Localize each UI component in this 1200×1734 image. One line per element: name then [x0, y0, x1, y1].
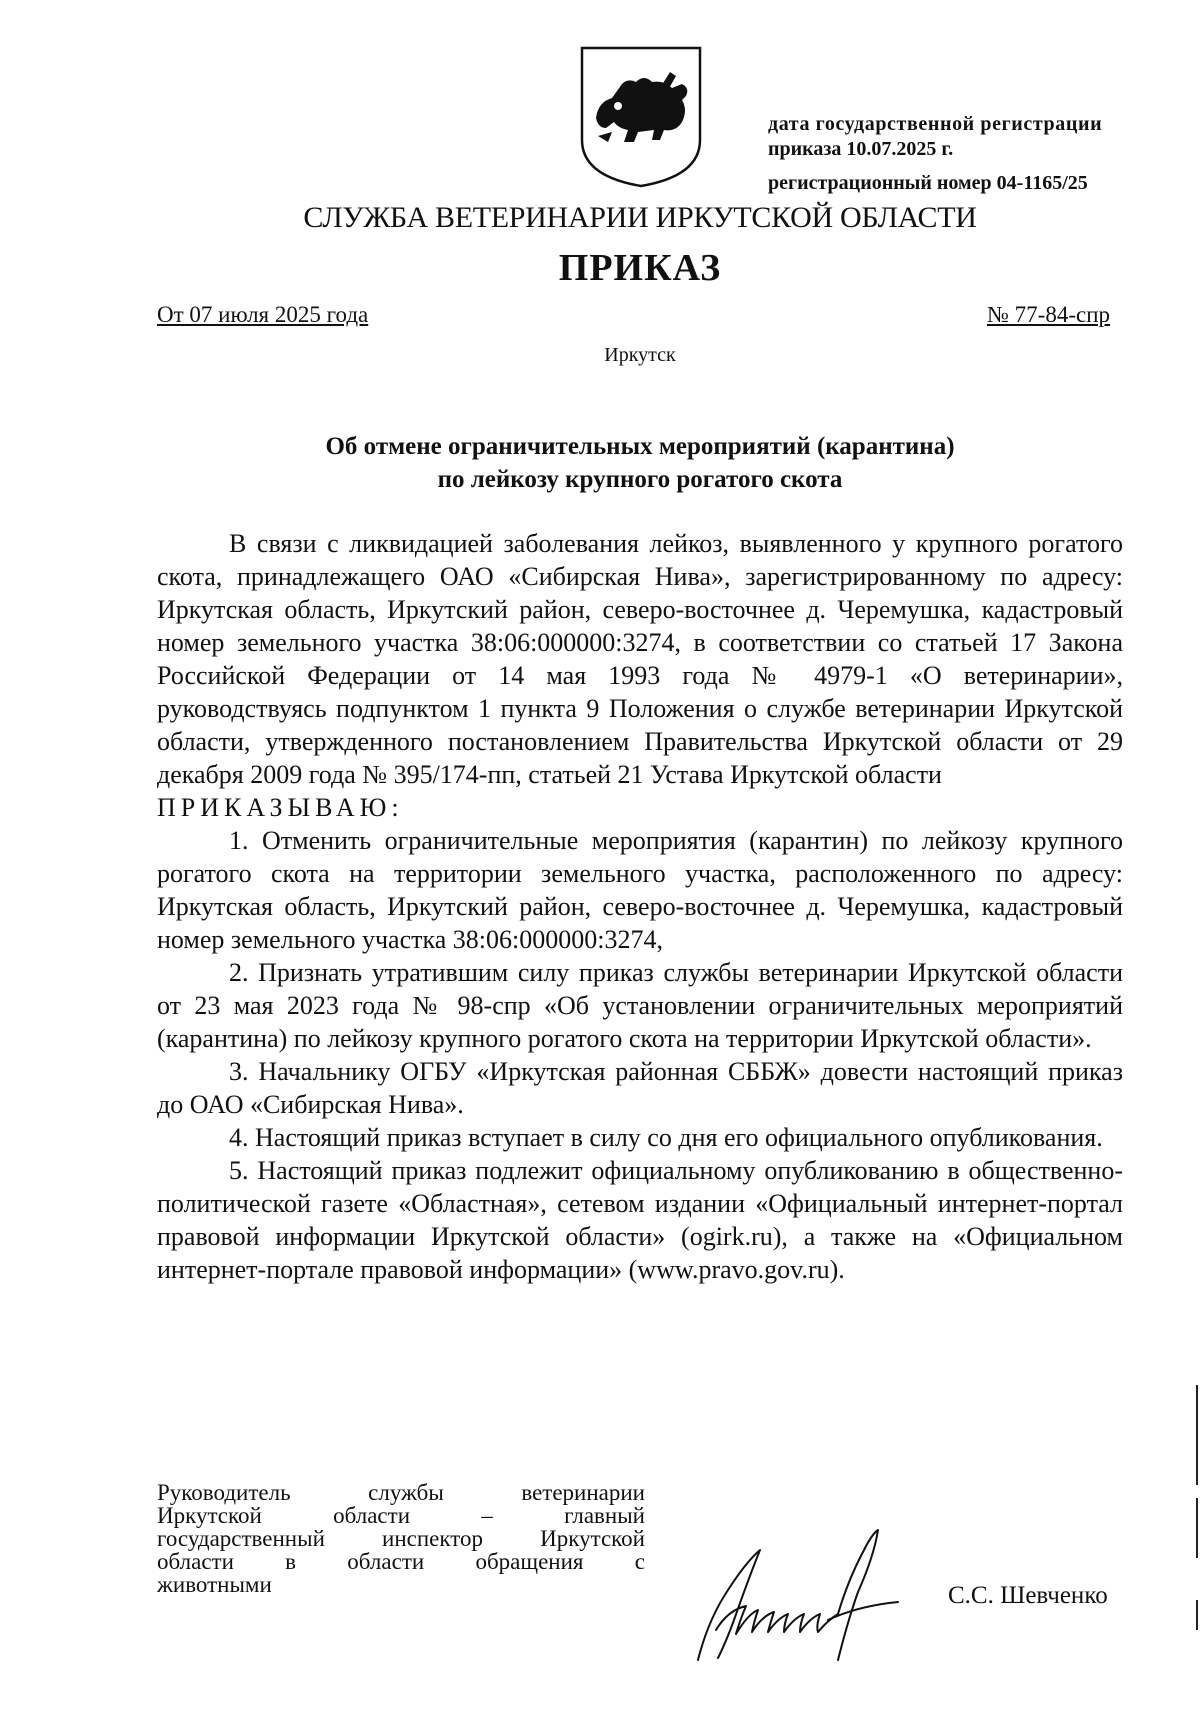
signatory-title-line: Иркутской области – главный: [157, 1503, 645, 1528]
order-item: 3. Начальнику ОГБУ «Иркутская районная СББЖ» довести настоящий приказ до ОАО «Сибирская Нива».: [157, 1057, 1123, 1119]
subject-line-1: Об отмене ограничительных мероприятий (карантина): [325, 433, 955, 460]
document-type: ПРИКАЗ: [558, 247, 722, 289]
organization-name: СЛУЖБА ВЕТЕРИНАРИИ ИРКУТСКОЙ ОБЛАСТИ: [303, 201, 977, 234]
order-item: 1. Отменить ограничительные мероприятия (карантин) по лейкозу крупного рогатого скота на территории земельного участка, расположенного по адресу: Иркутская область, Иркутский район, северо-восточнее д. Черемушка, кадастровый номер земельного участка 38:06:000000:3274,: [157, 826, 1123, 954]
order-item: 4. Настоящий приказ вступает в силу со дня его официального опубликования.: [229, 1123, 1103, 1152]
signatory-title-line: животными: [157, 1572, 272, 1597]
signatory-title-line: области в области обращения с: [157, 1549, 645, 1574]
coat-of-arms-icon: [578, 44, 704, 190]
order-item: 2. Признать утратившим силу приказ службы ветеринарии Иркутской области от 23 мая 2023 года № 98-спр «Об установлении ограничительных мероприятий (карантина) по лейкозу крупного рогатого скота на территории Иркутской области».: [157, 958, 1123, 1053]
order-date: От 07 июля 2025 года: [157, 302, 369, 327]
order-item: 5. Настоящий приказ подлежит официальному опубликованию в общественно-политической газете «Областная», сетевом издании «Официальный интернет-портал правовой информации Иркутской области» (ogirk.ru), а также на «Официальном интернет-портале правовой информации» (www.pravo.gov.ru).: [157, 1156, 1123, 1284]
registration-date-label: дата государственной регистрации: [768, 113, 1103, 135]
signatory-title-line: государственный инспектор Иркутской: [157, 1526, 645, 1551]
subject-line-2: по лейкозу крупного рогатого скота: [437, 466, 843, 493]
signatory-name: С.С. Шевченко: [948, 1582, 1108, 1609]
signatory-title-line: Руководитель службы ветеринарии: [157, 1480, 645, 1505]
order-subject: [0, 430, 1200, 496]
city: Иркутск: [604, 344, 676, 366]
scan-edge-line: [1196, 1498, 1198, 1558]
scan-edge-line: [1196, 1385, 1198, 1485]
signatory-title: [157, 1481, 645, 1596]
handwritten-signature: [688, 1510, 948, 1670]
registration-number: регистрационный номер 04-1165/25: [768, 172, 1088, 194]
scan-edge-line: [1196, 1600, 1198, 1630]
order-body: [157, 527, 1123, 1286]
order-number: № 77-84-спр: [986, 302, 1110, 327]
order-word: ПРИКАЗЫВАЮ:: [157, 793, 404, 822]
preamble-paragraph: В связи с ликвидацией заболевания лейкоз, выявленного у крупного рогатого скота, принадлежащего ОАО «Сибирская Нива», зарегистрированному по адресу: Иркутская область, Иркутский район, северо-восточнее д. Черемушка, кадастровый номер земельного участка 38:06:000000:3274, в соответствии со статьей 17 Закона Российской Федерации от 14 мая 1993 года № 4979-1 «О ветеринарии», руководствуясь подпунктом 1 пункта 9 Положения о службе ветеринарии Иркутской области, утвержденного постановлением Правительства Иркутской области от 29 декабря 2009 года № 395/174-пп, статьей 21 Устава Иркутской области: [157, 529, 1123, 789]
registration-date-value: приказа 10.07.2025 г.: [768, 138, 954, 160]
